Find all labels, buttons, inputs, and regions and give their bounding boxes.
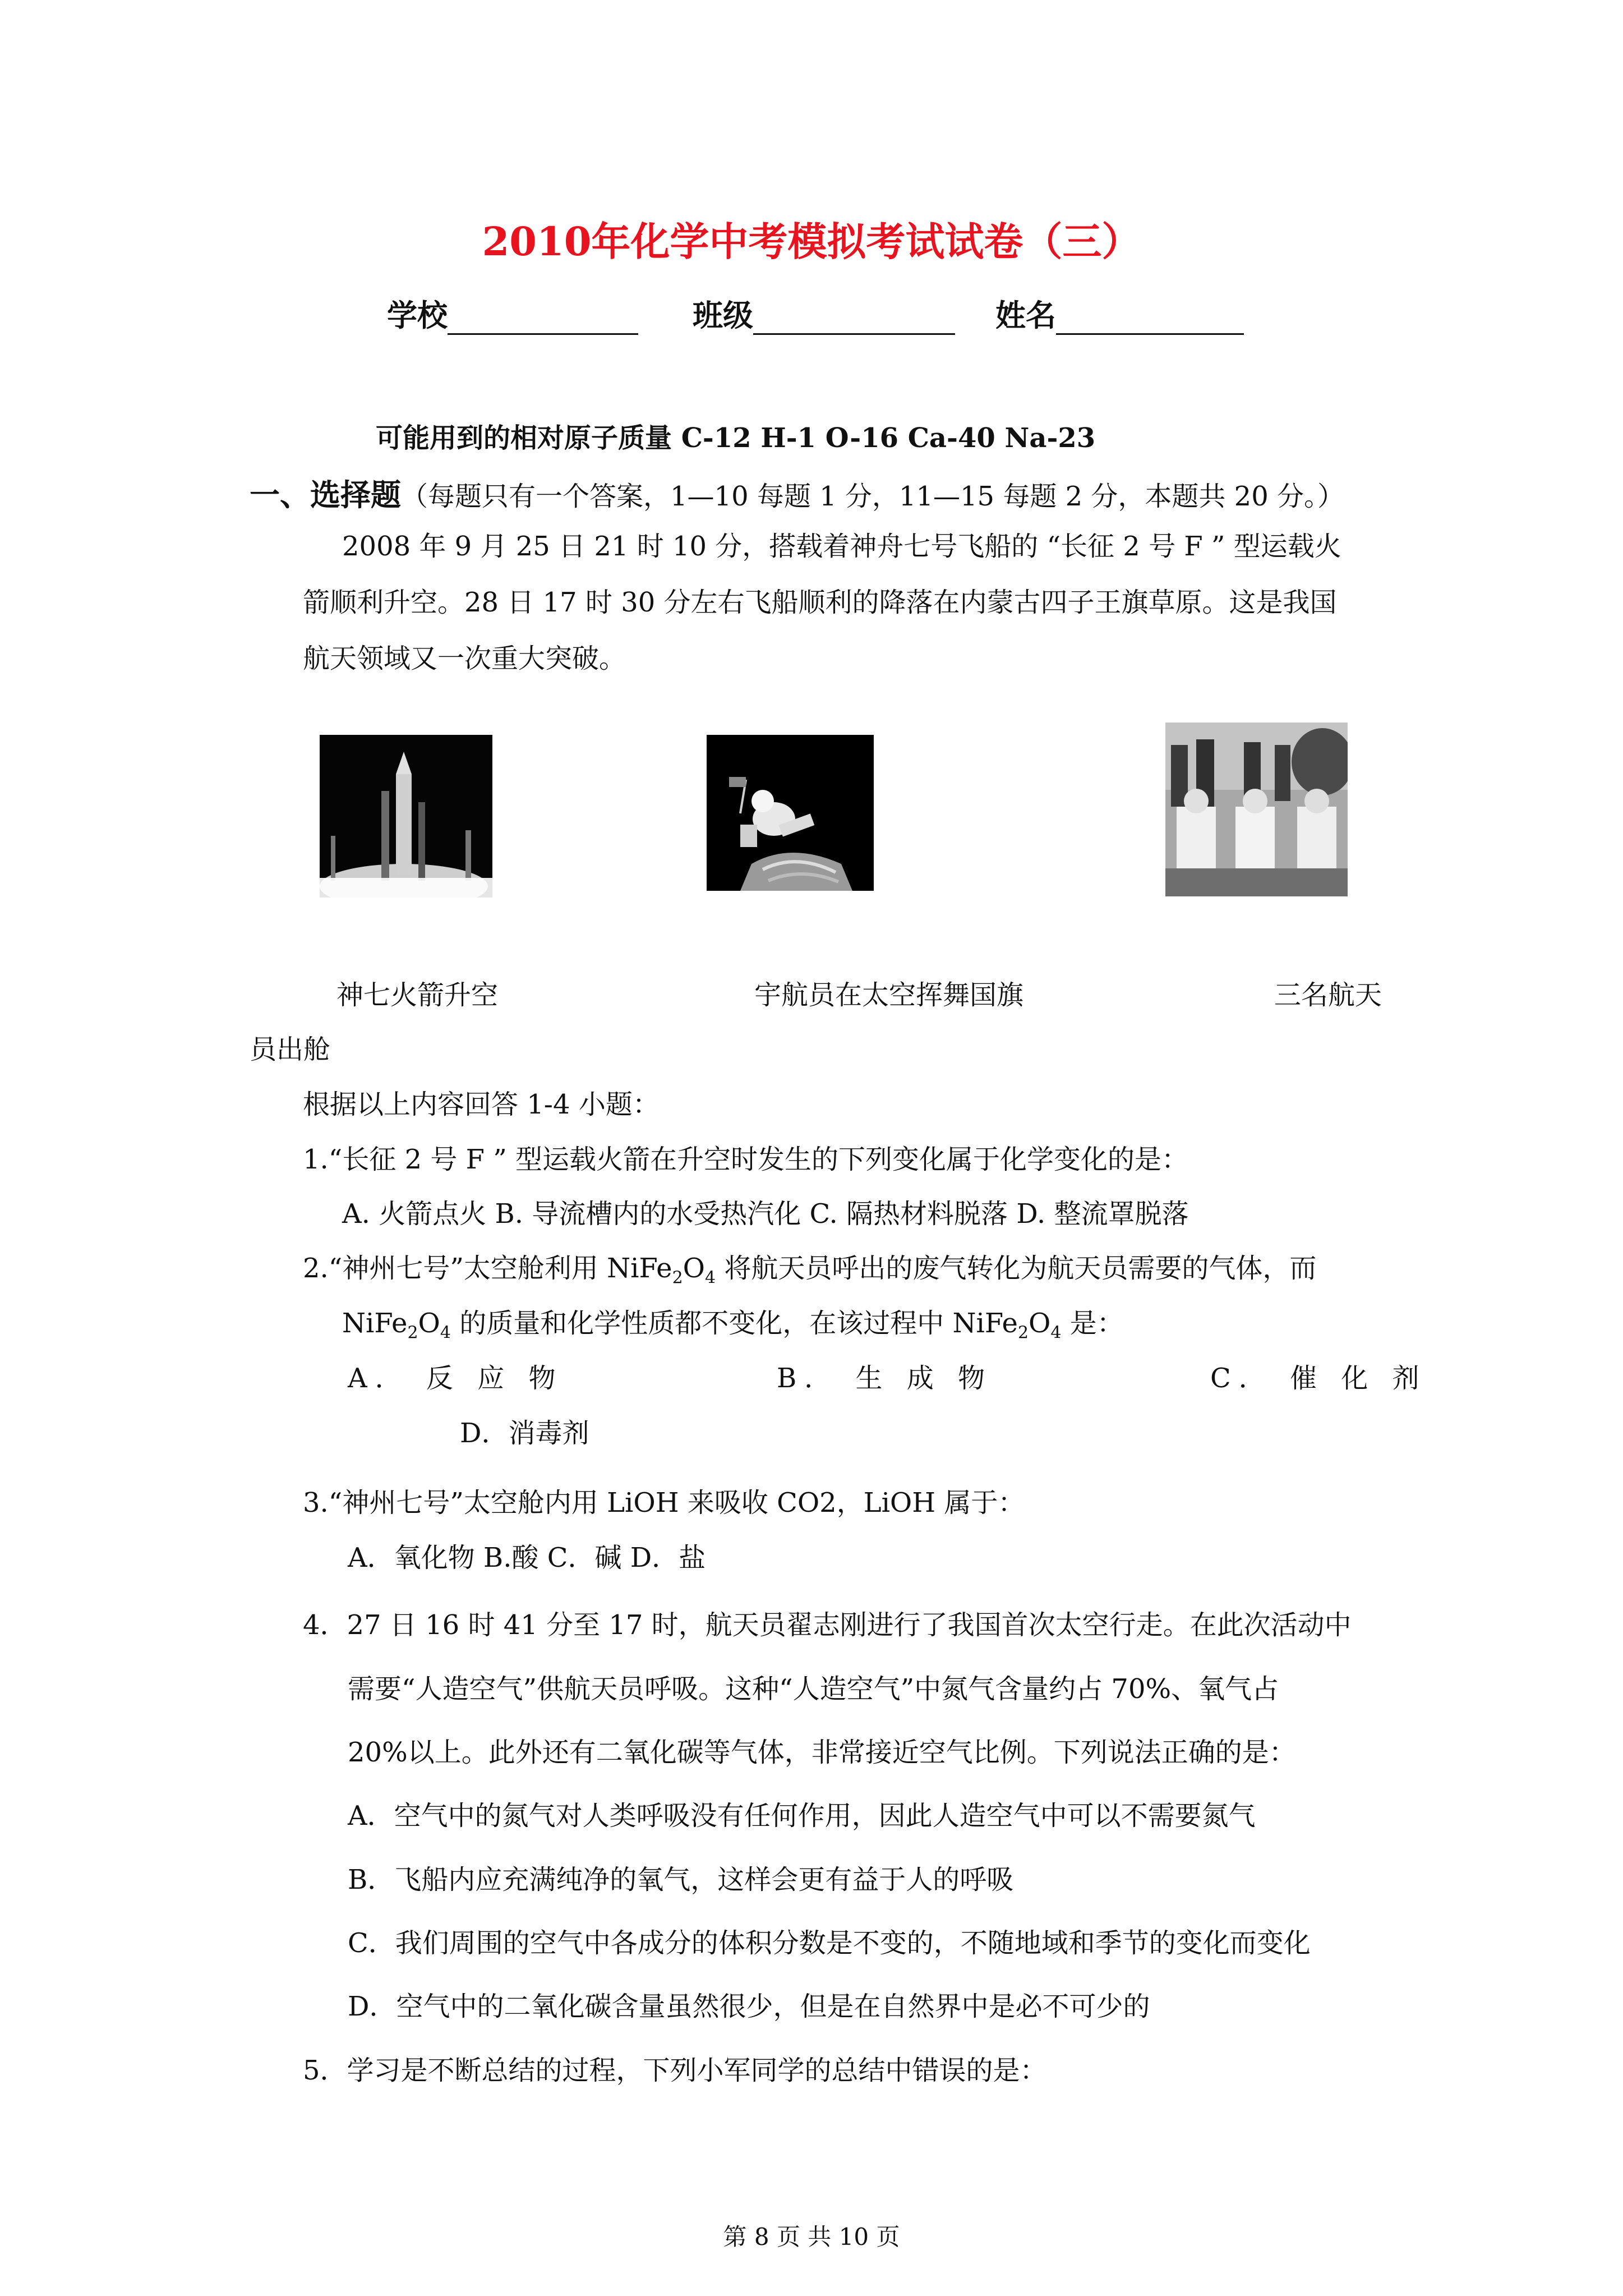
q2-stem: 2.“神州七号”太空舱利用 $NiFe_2O_4$ 将航天员呼出的废气转化为航天员需要的气体，而 [303,1253,1317,1288]
caption-crew-b: 员出舱 [250,1034,331,1065]
q4-line-1: 4．27 日 16 时 41 分至 17 时，航天员翟志刚进行了我国首次太空行走。在此次活动中 [303,1609,1352,1641]
intro-line-3: 航天领域又一次重大突破。 [303,643,626,674]
school-field [387,292,638,335]
q3-options: A．氧化物 B.酸 C．碱 D．盐 [348,1542,706,1573]
instruction-line: 根据以上内容回答 1-4 小题： [303,1089,660,1120]
q2-option-b: B． 生 成 物 [777,1363,993,1394]
astronaut-spacewalk-photo [707,735,874,891]
q4-line-3: 20%以上。此外还有二氧化碳等气体，非常接近空气比例。下列说法正确的是： [348,1737,1296,1768]
q1-options: A. 火箭点火 B. 导流槽内的水受热汽化 C. 隔热材料脱落 D. 整流罩脱落 [342,1198,1189,1230]
intro-line-1: 2008 年 9 月 25 日 21 时 10 分，搭载着神舟七号飞船的 “长征 2 号 F ” 型运载火 [342,531,1341,562]
name-field [995,292,1244,335]
name-blank[interactable] [1056,297,1244,335]
q2-option-a: A． 反 应 物 [348,1363,564,1394]
name-label: 姓名 [995,297,1056,333]
class-blank[interactable] [753,297,955,335]
q3-stem: 3.“神州七号”太空舱内用 LiOH 来吸收 CO2，LiOH 属于： [303,1487,1025,1519]
intro-line-2: 箭顺利升空。28 日 17 时 30 分左右飞船顺利的降落在内蒙古四子王旗草原。这是我国 [303,587,1337,618]
section-1-note: （每题只有一个答案，1—10 每题 1 分，11—15 每题 2 分，本题共 20 分。） [401,481,1344,512]
class-field [693,292,955,335]
school-blank[interactable] [448,297,638,335]
section-1-header [250,471,1344,514]
atomic-mass-line: 可能用到的相对原子质量 C-12 H-1 O-16 Ca-40 Na-23 [376,422,1096,454]
school-label: 学校 [387,297,448,333]
section-1-heading: 一、选择题 [250,477,401,513]
q4-option-a: A．空气中的氮气对人类呼吸没有任何作用，因此人造空气中可以不需要氮气 [348,1800,1256,1832]
q4-option-d: D．空气中的二氧化碳含量虽然很少，但是在自然界中是必不可少的 [348,1991,1150,2022]
rocket-launch-photo [320,735,492,898]
q2-option-c: C． 催 化 剂 [1210,1363,1427,1394]
q2-stem-line-2: $NiFe_2O_4$ 的质量和化学性质都不变化，在该过程中 $NiFe_2O_4$ 是： [342,1308,1124,1343]
class-label: 班级 [693,297,753,333]
caption-crew-a: 三名航天 [1274,979,1382,1011]
q1-stem: 1.“长征 2 号 F ” 型运载火箭在升空时发生的下列变化属于化学变化的是： [303,1144,1189,1175]
q2-option-d: D．消毒剂 [460,1418,589,1449]
q4-option-c: C．我们周围的空气中各成分的体积分数是不变的，不随地域和季节的变化而变化 [348,1927,1311,1959]
q5-stem: 5．学习是不断总结的过程，下列小军同学的总结中错误的是： [303,2055,1047,2086]
caption-astronaut: 宇航员在太空挥舞国旗 [754,979,1024,1011]
q4-option-b: B．飞船内应充满纯净的氧气，这样会更有益于人的呼吸 [348,1864,1014,1895]
caption-rocket: 神七火箭升空 [336,979,499,1011]
page-title: 2010年化学中考模拟考试试卷（三） [482,218,1141,265]
q4-line-2: 需要“人造空气”供航天员呼吸。这种“人造空气”中氮气含量约占 70%、氧气占 [348,1673,1279,1705]
three-astronauts-photo [1165,723,1348,896]
page-footer: 第 8 页 共 10 页 [723,2223,900,2251]
